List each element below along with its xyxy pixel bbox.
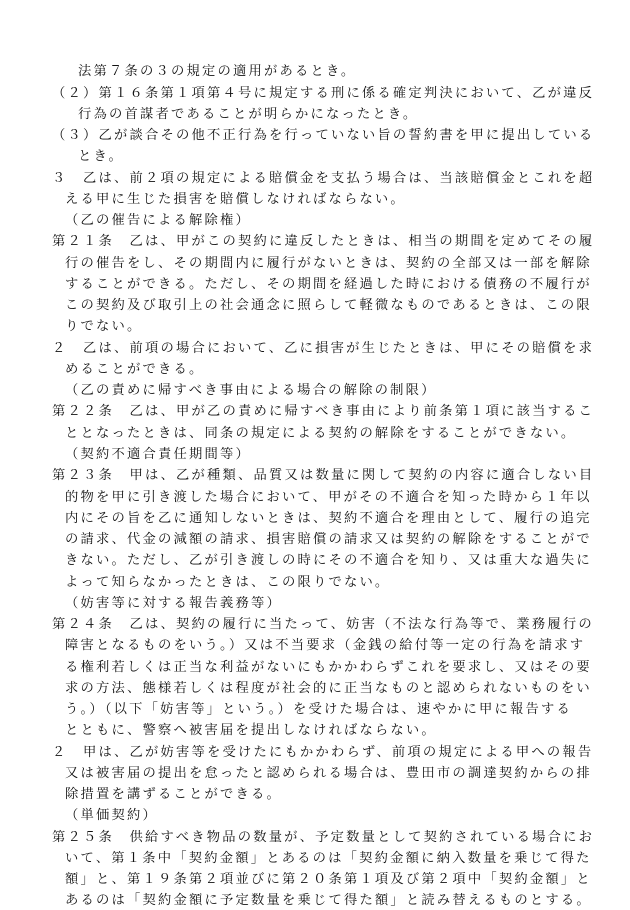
section-heading: （契約不適合責任期間等） xyxy=(65,447,251,462)
text-line: めることができる。 xyxy=(65,362,205,377)
text-line: いて、第１条中「契約金額」とあるのは「契約金額に納入数量を乗じて得た xyxy=(65,851,592,866)
text-line: この契約及び取引上の社会通念に照らして軽微なものであるときは、この限 xyxy=(65,298,592,313)
text-line: ３ 乙は、前２項の規定による賠償金を支払う場合は、当該賠償金とこれを超 xyxy=(52,171,595,186)
text-line: 法第７条の３の規定の適用があるとき。 xyxy=(78,64,357,79)
text-line: ととなったときは、同条の規定による契約の解除をすることができない。 xyxy=(65,426,577,441)
article-line: 第２５条 供給すべき物品の数量が、予定数量として契約されている場合にお xyxy=(52,830,595,845)
text-line: 行為の首謀者であることが明らかになったとき。 xyxy=(78,107,419,122)
text-line: ２ 乙は、前項の場合において、乙に損害が生じたときは、甲にその賠償を求 xyxy=(52,341,595,356)
text-line: あるのは「契約金額に予定数量を乗じて得た額」と読み替えるものとする。 xyxy=(65,893,592,908)
article-line: 第２４条 乙は、契約の履行に当たって、妨害（不法な行為等で、業務履行の xyxy=(52,617,594,632)
text-line: ２ 甲は、乙が妨害等を受けたにもかかわらず、前項の規定による甲への報告 xyxy=(52,745,594,760)
text-line: 又は被害届の提出を怠ったと認められる場合は、豊田市の調達契約からの排 xyxy=(65,766,592,781)
section-heading: （乙の責めに帰すべき事由による場合の解除の制限） xyxy=(65,383,437,398)
text-line: 内にその旨を乙に通知しないときは、契約不適合を理由として、履行の追完 xyxy=(65,511,592,526)
text-line: 求の方法、態様若しくは程度が社会的に正当なものと認められないものをい xyxy=(65,681,592,696)
article-line: 第２２条 乙は、甲が乙の責めに帰すべき事由により前条第１項に該当するこ xyxy=(52,404,595,419)
text-line: 障害となるものをいう。）又は不当要求（金銭の給付等一定の行為を請求す xyxy=(65,638,586,653)
text-line: とともに、警察へ被害届を提出しなければならない。 xyxy=(65,723,437,738)
text-line: （２）第１６条第１項第４号に規定する刑に係る確定判決において、乙が違反 xyxy=(52,86,595,101)
article-line: 第２１条 乙は、甲がこの契約に違反したときは、相当の期間を定めてその履 xyxy=(52,234,595,249)
text-line: の請求、代金の減額の請求、損害賠償の請求又は契約の解除をすることがで xyxy=(65,532,592,547)
text-line: える甲に生じた損害を賠償しなければならない。 xyxy=(65,192,406,207)
text-line: （３）乙が談合その他不正行為を行っていない旨の誓約書を甲に提出している xyxy=(52,128,595,143)
text-line: 額」と、第１９条第２項並びに第２０条第１項及び第２項中「契約金額」と xyxy=(65,872,592,887)
text-line: りでない。 xyxy=(65,319,143,334)
text-line: よって知らなかったときは、この限りでない。 xyxy=(65,575,391,590)
section-heading: （妨害等に対する報告義務等） xyxy=(65,596,282,611)
text-line: う。）（以下「妨害等」という。）を受けた場合は、速やかに甲に報告する xyxy=(65,702,572,717)
section-heading: （乙の催告による解除権） xyxy=(65,213,251,228)
text-line: 行の催告をし、その期間内に履行がないときは、契約の全部又は一部を解除 xyxy=(65,256,592,271)
text-line: る権利若しくは正当な利益がないにもかかわらずこれを要求し、又はその要 xyxy=(65,660,592,675)
section-heading: （単価契約） xyxy=(65,808,158,823)
text-line: とき。 xyxy=(78,149,124,164)
text-line: きない。ただし、乙が引き渡しの時にその不適合を知り、又は重大な過失に xyxy=(65,553,592,568)
text-line: 除措置を講ずることができる。 xyxy=(65,787,282,802)
article-line: 第２３条 甲は、乙が種類、品質又は数量に関して契約の内容に適合しない目 xyxy=(52,468,595,483)
text-line: することができる。ただし、その期間を経過した時における債務の不履行が xyxy=(65,277,592,292)
text-line: 的物を甲に引き渡した場合において、甲がその不適合を知った時から１年以 xyxy=(65,490,592,505)
